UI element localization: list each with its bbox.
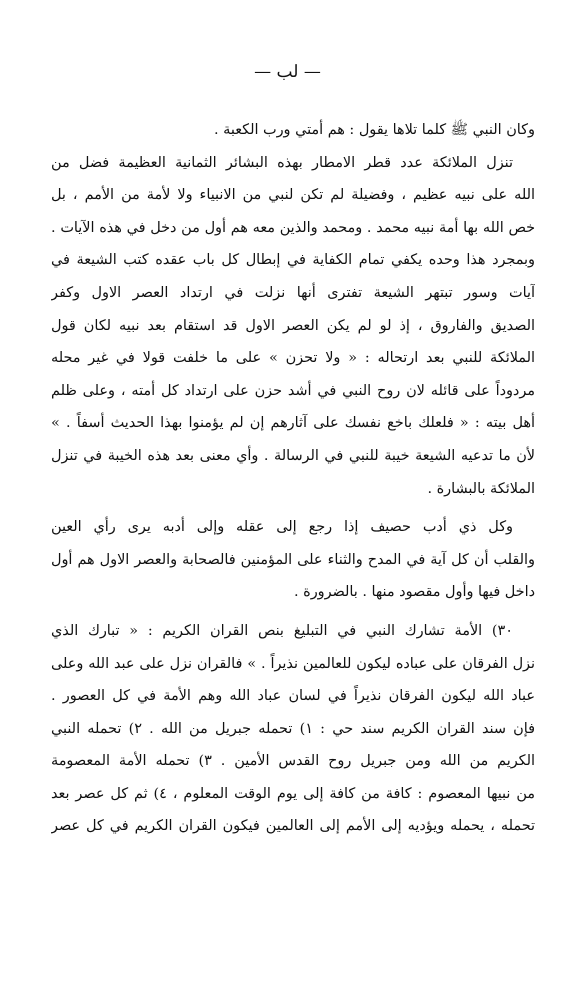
text-line: فإن سند القران الكريم سند حي : ١) تحمله جبريل من الله . ٢) تحمله النبي	[51, 720, 535, 737]
text-line: مردوداً على قائله لان روح النبي في أشد حزن على ارتداد كل أمته ، وعلى ظلم	[51, 382, 535, 399]
text-line: وبمجرد هذا وحده يكفي تمام الكفاية في إبطال كل باب عقده كتب الشيعة في	[51, 252, 535, 269]
text-line: والقلب أن كل آية في المدح والثناء على المؤمنين فالصحابة والعصر الاول هم أول	[51, 551, 535, 568]
text-line: الملائكة بالبشارة .	[427, 480, 535, 497]
text-line: لأن ما تدعيه الشيعة خيبة للنبي في الرسالة . وأي معنى بعد هذه الخيبة في تنزل	[51, 447, 535, 464]
text-line: الكريم من الله ومن جبريل روح القدس الأمين . ٣) تحمله الأمة المعصومة	[51, 753, 535, 770]
text-line: آيات وسور تبتهر الشيعة تفترى أنها نزلت في ارتداد العصر الاول وكفر	[51, 284, 535, 301]
paragraph-3	[51, 244, 535, 505]
text-line: خص الله بها أمة نبيه محمد . ومحمد والذين معه هم أول من دخل في هذه الآيات .	[51, 219, 535, 236]
paragraph-5	[51, 615, 535, 843]
text-line: نزل الفرقان على عباده ليكون للعالمين نذيراً . » فالقران نزل على عبد الله وعلى	[51, 655, 535, 672]
text-line: ٣٠) الأمة تشارك النبي في التبليغ بنص القران الكريم : « تبارك الذي	[51, 622, 513, 639]
text-line: وكل ذي أدب حصيف إذا رجع إلى عقله وإلى أدبه يرى رأي العين	[51, 519, 513, 536]
paragraph-1	[51, 114, 535, 147]
paragraph-4	[51, 511, 535, 609]
text-line: الصديق والفاروق ، إذ لو لم يكن العصر الاول قد استقام بعد نبيه لكان قول	[51, 317, 535, 334]
text-line: وكان النبي ﷺ كلما تلاها يقول : هم أمتي ورب الكعبة .	[214, 122, 535, 138]
text-line: الله على نبيه عظيم ، وفضيلة لم تكن لنبي من الانبياء ولا لأمة من الأمم ، بل	[51, 187, 535, 204]
page-body	[51, 114, 535, 843]
text-line: تحمله ، يحمله ويؤديه إلى الأمم إلى العالمين فيكون القران الكريم في كل عصر	[51, 818, 535, 835]
text-line: تنزل الملائكة عدد قطر الامطار بهذه البشائر الثمانية العظيمة فضل من	[51, 154, 513, 171]
text-line: أهل بيته : « فلعلك باخع نفسك على آثارهم إن لم يؤمنوا بهذا الحديث أسفاً . »	[51, 415, 535, 432]
text-line: الملائكة للنبي بعد ارتحاله : « ولا تحزن » على ما خلفت قولا في غير محله	[51, 350, 535, 367]
text-line: عباد الله ليكون الفرقان نذيراً في لسان عباد الله وهم الأمة في كل العصور .	[51, 688, 535, 705]
text-line: داخل فيها وأول مقصود منها . بالضرورة .	[294, 584, 535, 601]
paragraph-2	[51, 147, 535, 245]
text-line: من نبيها المعصوم : كافة من كافة إلى يوم الوقت المعلوم ، ٤) ثم كل عصر بعد	[51, 785, 535, 802]
page-number-header: — لب —	[254, 62, 321, 82]
